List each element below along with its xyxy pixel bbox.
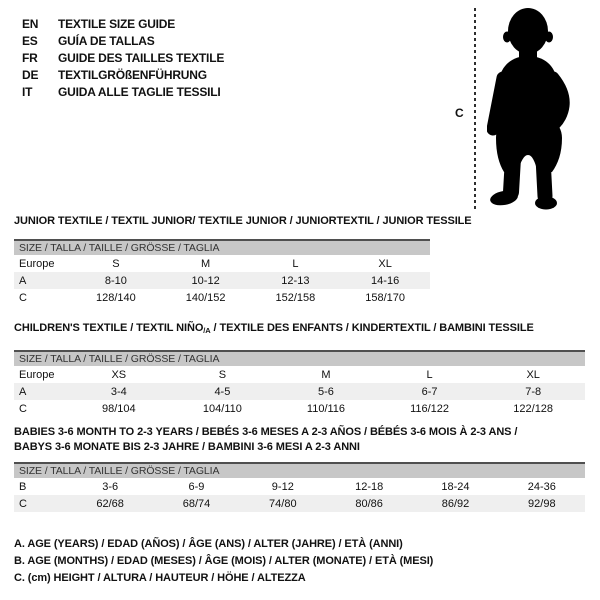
row-label: C <box>19 497 27 510</box>
value-cell: 8-10 <box>104 274 127 287</box>
language-code: ES <box>22 33 38 48</box>
value-cell: 140/152 <box>185 291 226 304</box>
legend-note-a: A. AGE (YEARS) / EDAD (AÑOS) / ÂGE (ANS) / ALTER (JAHRE) / ETÀ (ANNI) <box>14 538 403 550</box>
value-cell: 116/122 <box>410 402 450 415</box>
size-cell: M <box>201 257 211 270</box>
value-cell: 98/104 <box>101 402 136 415</box>
value-cell: 74/80 <box>269 497 297 510</box>
size-cell: L <box>292 257 299 270</box>
size-cell: XL <box>378 257 392 270</box>
language-title: GUIDE DES TAILLES TEXTILE <box>58 50 225 65</box>
value-cell: 122/128 <box>513 402 554 415</box>
value-cell: 14-16 <box>371 274 400 287</box>
toddler-silhouette-icon <box>487 6 579 212</box>
value-cell: 110/116 <box>306 402 346 415</box>
language-title: GUIDA ALLE TAGLIE TESSILI <box>58 84 221 99</box>
size-cell: XS <box>111 368 127 381</box>
junior-textile-table <box>14 214 472 306</box>
size-cell: XL <box>526 368 540 381</box>
table-row-age <box>14 383 585 400</box>
title-text: CHILDREN'S TEXTILE / TEXTIL NIÑO <box>14 322 204 334</box>
value-cell: 68/74 <box>182 497 211 510</box>
row-label: C <box>19 402 27 415</box>
value-cell: 9-12 <box>271 480 294 493</box>
value-cell: 80/86 <box>355 497 383 510</box>
value-cell: 5-6 <box>318 385 334 398</box>
height-measure-dashed-line <box>474 8 476 212</box>
junior-size-header: SIZE / TALLA / TAILLE / GRÖSSE / TAGLIA <box>14 239 430 255</box>
table-row-europe <box>14 255 430 272</box>
language-row-it <box>22 83 224 100</box>
language-title: TEXTILGRÖßENFÜHRUNG <box>58 67 207 82</box>
table-row-europe <box>14 366 585 383</box>
babies-table-title <box>14 425 585 455</box>
value-cell: 10-12 <box>191 274 220 287</box>
title-subscript: /A <box>203 326 211 335</box>
size-cell: M <box>321 368 331 381</box>
language-row-en <box>22 15 224 32</box>
language-code: EN <box>22 16 39 31</box>
row-label: A <box>19 274 27 287</box>
value-cell: 92/98 <box>528 497 556 510</box>
babies-size-header: SIZE / TALLA / TAILLE / GRÖSSE / TAGLIA <box>14 462 585 478</box>
language-code: DE <box>22 67 39 82</box>
row-label: Europe <box>19 368 55 381</box>
table-row-height <box>14 289 430 306</box>
value-cell: 104/110 <box>202 402 242 415</box>
language-code: FR <box>22 50 38 65</box>
size-cell: L <box>426 368 433 381</box>
language-title: TEXTILE SIZE GUIDE <box>58 16 176 31</box>
legend-notes <box>14 536 433 587</box>
babies-textile-table <box>14 425 585 512</box>
value-cell: 158/170 <box>365 291 405 304</box>
legend-note-b: B. AGE (MONTHS) / EDAD (MESES) / ÂGE (MOIS) / ALTER (MONATE) / ETÀ (MESI) <box>14 555 434 567</box>
title-text: / TEXTILE DES ENFANTS / KINDERTEXTIL / BAMBINI TESSILE <box>210 322 534 334</box>
table-row-height <box>14 495 585 512</box>
row-label: A <box>19 385 27 398</box>
title-line-2: BABYS 3-6 MONATE BIS 2-3 JAHRE / BAMBINI 3-6 MESI A 2-3 ANNI <box>14 441 360 453</box>
language-title: GUÍA DE TALLAS <box>58 33 155 48</box>
value-cell: 4-5 <box>214 385 231 398</box>
value-cell: 6-9 <box>188 480 205 493</box>
value-cell: 12-18 <box>355 480 384 493</box>
row-label: C <box>19 291 27 304</box>
row-label: Europe <box>19 257 55 270</box>
value-cell: 18-24 <box>441 480 470 493</box>
value-cell: 6-7 <box>421 385 438 398</box>
row-label: B <box>19 480 27 493</box>
language-row-de <box>22 66 224 83</box>
value-cell: 12-13 <box>281 274 310 287</box>
junior-table-title: JUNIOR TEXTILE / TEXTIL JUNIOR/ TEXTILE JUNIOR / JUNIORTEXTIL / JUNIOR TESSILE <box>14 215 472 227</box>
value-cell: 128/140 <box>95 291 136 304</box>
language-code: IT <box>22 84 33 99</box>
legend-note-c: C. (cm) HEIGHT / ALTURA / HAUTEUR / HÖHE / ALTEZZA <box>14 572 306 584</box>
language-title-list <box>22 15 224 100</box>
value-cell: 62/68 <box>96 497 124 510</box>
table-row-height <box>14 400 585 417</box>
height-measure-label: C <box>455 106 464 120</box>
language-row-fr <box>22 49 224 66</box>
value-cell: 3-6 <box>102 480 119 493</box>
language-row-es <box>22 32 224 49</box>
children-size-header: SIZE / TALLA / TAILLE / GRÖSSE / TAGLIA <box>14 350 585 366</box>
children-table-title <box>14 321 585 338</box>
value-cell: 3-4 <box>110 385 127 398</box>
value-cell: 86/92 <box>441 497 470 510</box>
size-cell: S <box>218 368 227 381</box>
children-textile-table <box>14 321 585 417</box>
table-row-age <box>14 272 430 289</box>
table-row-months <box>14 478 585 495</box>
title-line-1: BABIES 3-6 MONTH TO 2-3 YEARS / BEBÉS 3-6 MESES A 2-3 AÑOS / BÉBÉS 3-6 MOIS À 2-3 ANS / <box>14 426 518 438</box>
value-cell: 24-36 <box>527 480 556 493</box>
value-cell: 7-8 <box>525 385 542 398</box>
value-cell: 152/158 <box>275 291 316 304</box>
size-cell: S <box>112 257 120 270</box>
